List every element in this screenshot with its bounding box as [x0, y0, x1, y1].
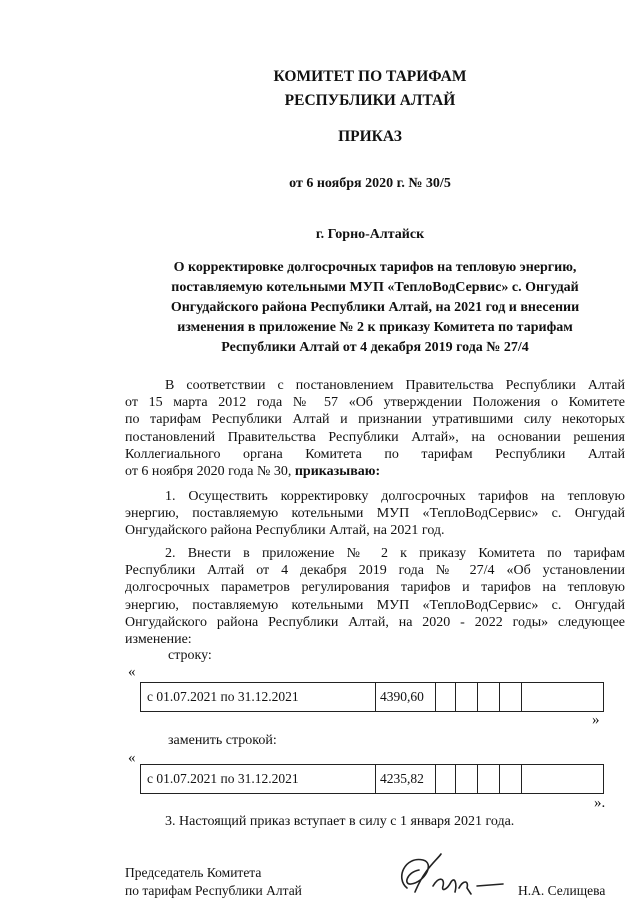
title-line: О корректировке долгосрочных тарифов на тепловую энергию,: [173, 260, 577, 275]
signatory-position: [125, 864, 302, 900]
empty-cell: [522, 765, 603, 793]
intro-line: от 15 марта 2012 года № 57 «Об утверждении Положения о Комитете: [125, 395, 625, 411]
doc-date-number: от 6 ноября 2020 г. № 30/5: [289, 176, 451, 191]
intro-line: Коллегиального органа Комитета по тарифам Республики Алтай: [125, 446, 625, 462]
intro-paragraph: [125, 377, 625, 480]
item1-line: Онгудайского района Республики Алтай, на 2021 год.: [125, 523, 445, 539]
item2-line: Онгудайского района Республики Алтай, на 2020 - 2022 годы» следующее: [125, 614, 625, 630]
empty-cell: [500, 765, 522, 793]
item1-line: 1. Осуществить корректировку долгосрочных тарифов на тепловую: [165, 489, 625, 504]
order-word: приказываю:: [294, 464, 381, 480]
item-2: [125, 545, 625, 648]
doc-type: ПРИКАЗ: [338, 128, 402, 145]
row-label: строку:: [168, 648, 212, 663]
empty-cell: [478, 683, 500, 711]
new-tariff-row: [140, 764, 604, 794]
empty-cell: [478, 765, 500, 793]
old-tariff-row: [140, 682, 604, 712]
intro-line: В соответствии с постановлением Правительства Республики Алтай: [165, 378, 625, 393]
item2-line: изменение:: [125, 632, 192, 648]
handwritten-signature: [385, 848, 505, 900]
intro-line: постановлений Правительства Республики Алтай», на основании решения: [125, 429, 625, 445]
quote-open: «: [128, 664, 136, 680]
doc-title: [150, 258, 600, 358]
empty-cell: [522, 683, 603, 711]
quote-close: »: [592, 712, 600, 728]
intro-line-last: [125, 463, 625, 480]
empty-cell: [456, 683, 478, 711]
item2-line: Республики Алтай от 4 декабря 2019 года № 27/4 «Об установлении: [125, 563, 625, 579]
new-value-cell: 4235,82: [376, 765, 436, 793]
empty-cell: [500, 683, 522, 711]
org-name-line1: КОМИТЕТ ПО ТАРИФАМ: [273, 68, 467, 85]
empty-cell: [436, 683, 456, 711]
intro-last-text: от 6 ноября 2020 года № 30,: [125, 464, 295, 480]
item-3: 3. Настоящий приказ вступает в силу с 1 января 2021 года.: [165, 814, 515, 829]
org-name-line2: РЕСПУБЛИКИ АЛТАЙ: [284, 92, 456, 109]
empty-cell: [456, 765, 478, 793]
item1-line: энергию, поставляемую котельными МУП «ТеплоВодСервис» с. Онгудай: [125, 506, 625, 522]
title-line: Республики Алтай от 4 декабря 2019 года № 27/4: [221, 340, 529, 355]
old-period-cell: с 01.07.2021 по 31.12.2021: [141, 683, 376, 711]
empty-cell: [436, 765, 456, 793]
item2-line: энергию, поставляемую котельными МУП «ТеплоВодСервис» с. Онгудай: [125, 597, 625, 613]
new-period-cell: с 01.07.2021 по 31.12.2021: [141, 765, 376, 793]
intro-line: по тарифам Республики Алтай и признании утратившими силу некоторых: [125, 412, 625, 428]
quote-open: «: [128, 750, 136, 766]
doc-city: г. Горно-Алтайск: [315, 227, 425, 242]
title-line: изменения в приложение № 2 к приказу Комитета по тарифам: [177, 320, 573, 335]
signatory-name: Н.А. Селищева: [518, 883, 606, 898]
item-1: [125, 488, 625, 540]
old-value-cell: 4390,60: [376, 683, 436, 711]
item2-line: долгосрочных параметров регулирования тарифов и тарифов на тепловую: [125, 580, 625, 596]
replace-label: заменить строкой:: [168, 733, 277, 748]
title-line: поставляемую котельными МУП «ТеплоВодСервис» с. Онгудай: [171, 280, 579, 295]
position-line2: по тарифам Республики Алтай: [125, 883, 302, 898]
position-line1: Председатель Комитета: [125, 865, 262, 880]
item2-line: 2. Внести в приложение № 2 к приказу Комитета по тарифам: [165, 546, 625, 561]
quote-close-final: ».: [594, 795, 606, 811]
title-line: Онгудайского района Республики Алтай, на 2021 год и внесении: [170, 300, 580, 315]
